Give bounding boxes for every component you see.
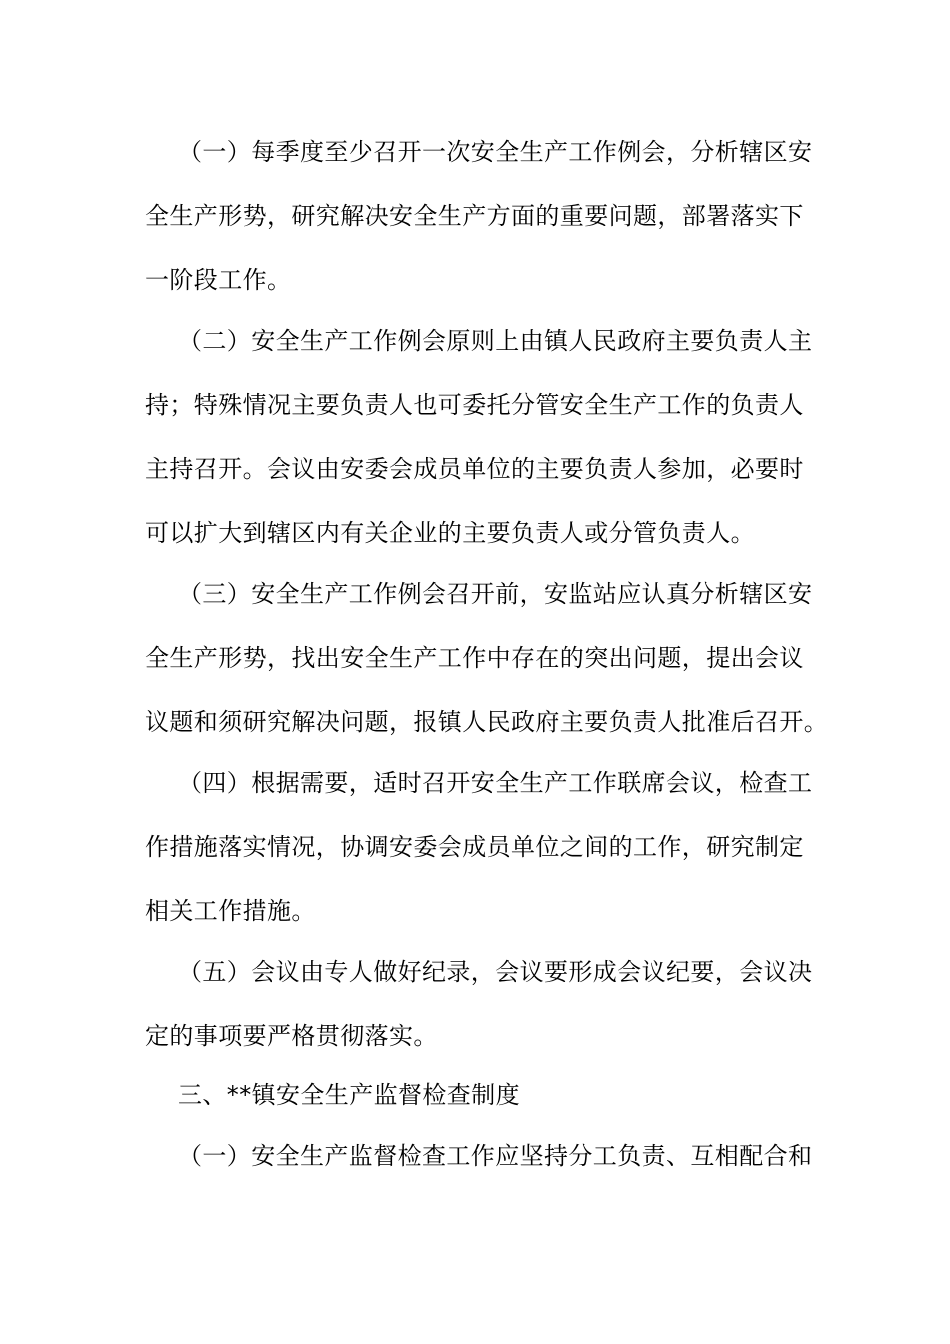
paragraph-2-line-1: （二）安全生产工作例会原则上由镇人民政府主要负责人主 xyxy=(178,327,813,355)
paragraph-3-line-1: （三）安全生产工作例会召开前，安监站应认真分析辖区安 xyxy=(178,580,813,608)
paragraph-1-line-2: 全生产形势，研究解决安全生产方面的重要问题，部署落实下 xyxy=(145,202,804,230)
paragraph-3-line-3: 议题和须研究解决问题，报镇人民政府主要负责人批准后召开。 xyxy=(145,708,829,736)
paragraph-2-line-3: 主持召开。会议由安委会成员单位的主要负责人参加，必要时 xyxy=(145,455,804,483)
paragraph-5-line-2: 定的事项要严格贯彻落实。 xyxy=(145,1022,438,1050)
paragraph-1-line-1: （一）每季度至少召开一次安全生产工作例会，分析辖区安 xyxy=(178,138,813,166)
paragraph-3-line-2: 全生产形势，找出安全生产工作中存在的突出问题，提出会议 xyxy=(145,644,804,672)
paragraph-4-line-1: （四）根据需要，适时召开安全生产工作联席会议，检查工 xyxy=(178,769,813,797)
paragraph-5-line-1: （五）会议由专人做好纪录，会议要形成会议纪要，会议决 xyxy=(178,958,813,986)
paragraph-1-line-3: 一阶段工作。 xyxy=(145,266,292,294)
paragraph-2-line-2: 持；特殊情况主要负责人也可委托分管安全生产工作的负责人 xyxy=(145,391,804,419)
section-heading: 三、**镇安全生产监督检查制度 xyxy=(178,1081,520,1109)
paragraph-4-line-3: 相关工作措施。 xyxy=(145,897,316,925)
paragraph-6-line-1: （一）安全生产监督检查工作应坚持分工负责、互相配合和 xyxy=(178,1142,813,1170)
paragraph-4-line-2: 作措施落实情况，协调安委会成员单位之间的工作，研究制定 xyxy=(145,833,804,861)
paragraph-2-line-4: 可以扩大到辖区内有关企业的主要负责人或分管负责人。 xyxy=(145,519,755,547)
